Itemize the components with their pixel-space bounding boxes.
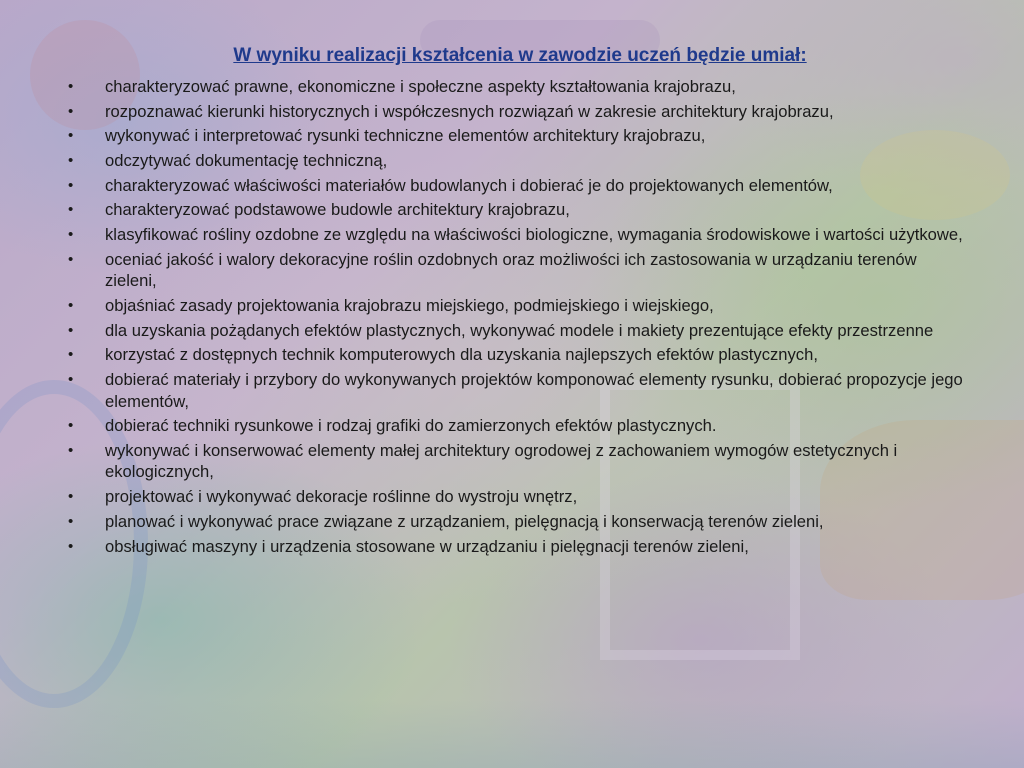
list-item-text: wykonywać i konserwować elementy małej architektury ogrodowej z zachowaniem wymogów estetycznych i ekologicznych, <box>105 440 898 482</box>
list-item-text: charakteryzować podstawowe budowle architektury krajobrazu, <box>105 200 570 220</box>
list-item-text: charakteryzować właściwości materiałów budowlanych i dobierać je do projektowanych elementów, <box>105 175 833 195</box>
bullet-icon: • <box>68 488 74 506</box>
list-item <box>66 320 966 342</box>
bullet-icon: • <box>68 371 74 389</box>
bullet-icon: • <box>68 321 74 339</box>
list-item-text: klasyfikować rośliny ozdobne ze względu na właściwości biologiczne, wymagania środowiskowe i wartości użytkowe, <box>105 225 963 245</box>
bullet-icon: • <box>68 250 74 268</box>
list-item-text: dobierać techniki rysunkowe i rodzaj grafiki do zamierzonych efektów plastycznych. <box>105 416 717 436</box>
list-item-text: korzystać z dostępnych technik komputerowych dla uzyskania najlepszych efektów plastycznych, <box>105 345 818 365</box>
list-item <box>66 344 966 366</box>
bullet-icon: • <box>68 176 74 194</box>
list-item <box>66 175 966 197</box>
bullet-icon: • <box>68 102 74 120</box>
bullet-icon: • <box>68 441 74 459</box>
bullet-icon: • <box>68 152 74 170</box>
list-item-text: odczytywać dokumentację techniczną, <box>105 151 388 171</box>
list-item <box>66 76 966 98</box>
list-item <box>66 199 966 221</box>
skills-list <box>66 76 966 560</box>
bullet-icon: • <box>68 127 74 145</box>
list-item <box>66 486 966 508</box>
bullet-icon: • <box>68 537 74 555</box>
list-item <box>66 536 966 558</box>
list-item <box>66 415 966 437</box>
bullet-icon: • <box>68 297 74 314</box>
list-item <box>66 511 966 533</box>
list-item-text: wykonywać i interpretować rysunki techniczne elementów architektury krajobrazu, <box>105 126 706 146</box>
list-item <box>66 295 966 317</box>
list-item <box>66 224 966 246</box>
background-decoration <box>0 700 1024 768</box>
list-item-text: dobierać materiały i przybory do wykonywanych projektów komponować elementy rysunku, dobierać propozycje jego elementów, <box>105 370 963 411</box>
list-item <box>66 150 966 172</box>
list-item-text: dla uzyskania pożądanych efektów plastycznych, wykonywać modele i makiety prezentujące efekty przestrzenne <box>105 320 934 340</box>
bullet-icon: • <box>68 417 74 435</box>
list-item-text: oceniać jakość i walory dekoracyjne roślin ozdobnych oraz możliwości ich zastosowania w urządzaniu terenów zieleni, <box>105 249 917 291</box>
list-item <box>66 369 966 412</box>
bullet-icon: • <box>68 226 74 244</box>
list-item-text: rozpoznawać kierunki historycznych i współczesnych rozwiązań w zakresie architektury krajobrazu, <box>105 101 834 121</box>
list-item-text: charakteryzować prawne, ekonomiczne i społeczne aspekty kształtowania krajobrazu, <box>105 77 736 96</box>
list-item-text: projektować i wykonywać dekoracje roślinne do wystroju wnętrz, <box>105 487 578 507</box>
bullet-icon: • <box>68 346 74 364</box>
list-item <box>66 101 966 123</box>
list-item-text: objaśniać zasady projektowania krajobrazu miejskiego, podmiejskiego i wiejskiego, <box>105 296 714 315</box>
list-item <box>66 440 966 483</box>
bullet-icon: • <box>68 201 74 219</box>
list-item-text: obsługiwać maszyny i urządzenia stosowane w urządzaniu i pielęgnacji terenów zieleni, <box>105 536 749 556</box>
bullet-icon: • <box>68 78 74 95</box>
list-item-text: planować i wykonywać prace związane z urządzaniem, pielęgnacją i konserwacją terenów zieleni, <box>105 511 824 531</box>
list-item <box>66 125 966 147</box>
slide-title: W wyniku realizacji kształcenia w zawodzie uczeń będzie umiał: <box>233 45 807 66</box>
bullet-icon: • <box>68 512 74 530</box>
list-item <box>66 249 966 292</box>
